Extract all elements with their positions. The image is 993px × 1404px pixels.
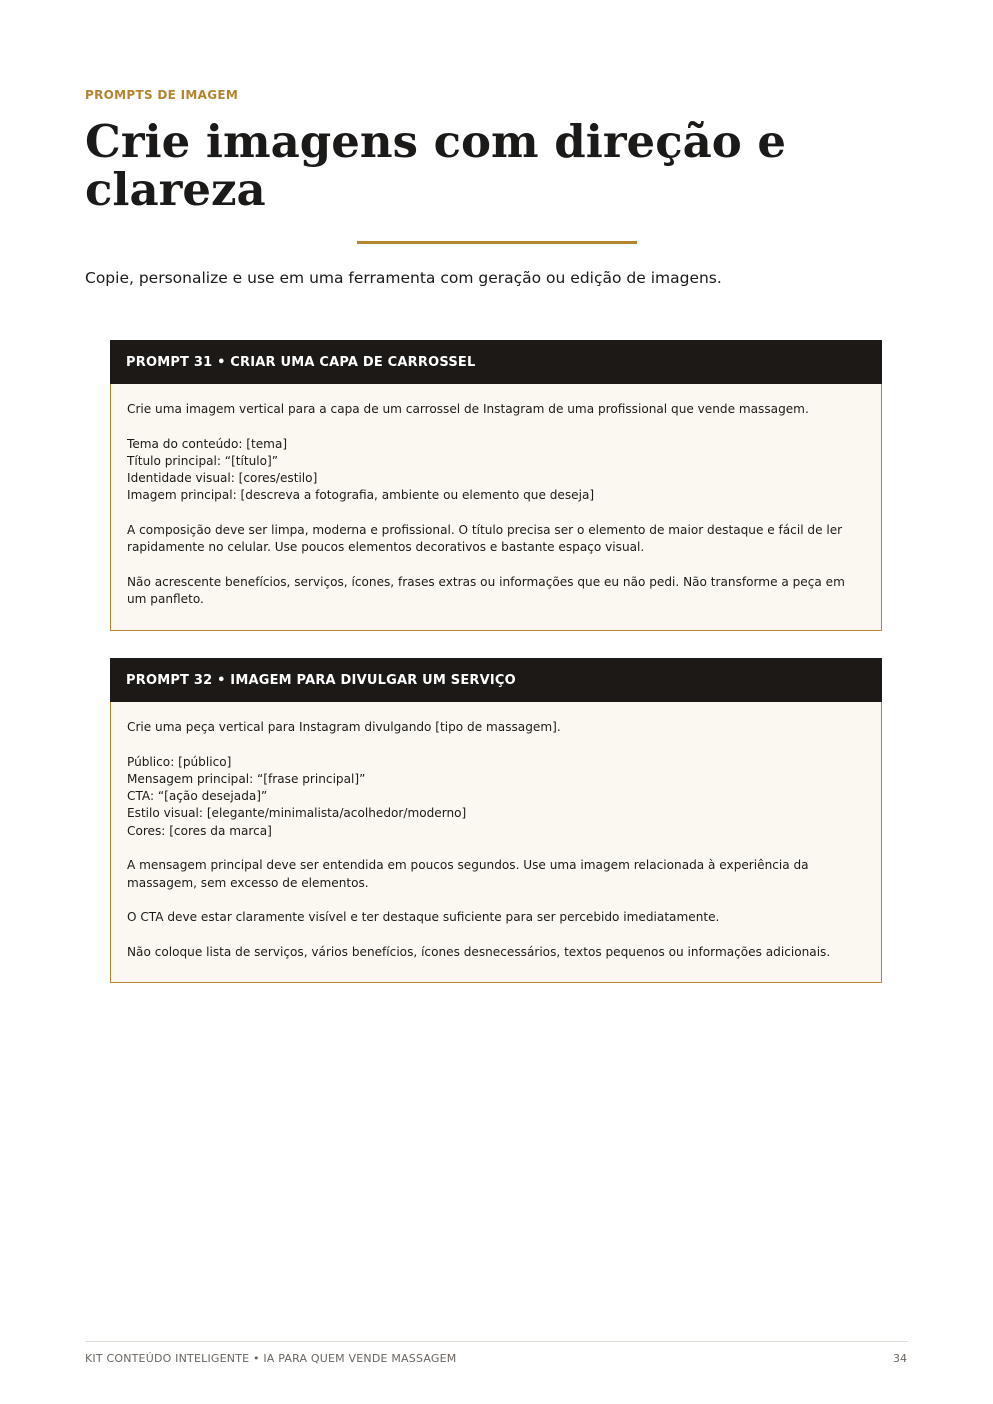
prompt-paragraph (127, 754, 865, 840)
page-title: Crie imagens com direção e clareza (85, 115, 787, 216)
title-divider (357, 241, 637, 244)
page-number: 34 (893, 1352, 907, 1365)
section-kicker: PROMPTS DE IMAGEM (85, 88, 239, 102)
prompt-line: Crie uma peça vertical para Instagram divulgando [tipo de massagem]. (127, 720, 561, 734)
prompt-line: A mensagem principal deve ser entendida em poucos segundos. Use uma imagem relacionada à experiência da massagem, sem excesso de elementos. (127, 858, 809, 890)
footer-title: KIT CONTEÚDO INTELIGENTE • IA PARA QUEM VENDE MASSAGEM (85, 1352, 457, 1365)
prompt-line: Crie uma imagem vertical para a capa de um carrossel de Instagram de uma profissional que vende massagem. (127, 402, 809, 416)
prompt-card-31 (110, 340, 882, 631)
prompt-paragraph (127, 857, 865, 892)
prompt-line: Título principal: “[título]” (127, 453, 279, 468)
prompt-paragraph (127, 401, 865, 418)
prompt-line: CTA: “[ação desejada]” (127, 789, 268, 804)
prompt-line: Identidade visual: [cores/estilo] (127, 471, 318, 486)
prompt-line: O CTA deve estar claramente visível e ter destaque suficiente para ser percebido imediatamente. (127, 910, 720, 925)
prompt-card-body (110, 702, 882, 983)
prompt-line: Estilo visual: [elegante/minimalista/acolhedor/moderno] (127, 806, 467, 821)
prompt-card-32 (110, 658, 882, 983)
prompt-paragraph (127, 574, 865, 609)
prompt-paragraph (127, 944, 865, 961)
prompt-line: Cores: [cores da marca] (127, 823, 272, 838)
prompt-line: Não acrescente benefícios, serviços, ícones, frases extras ou informações que eu não pedi. Não transforme a peça em um panfleto. (127, 574, 845, 607)
prompt-line: Mensagem principal: “[frase principal]” (127, 771, 366, 786)
prompt-paragraph (127, 522, 865, 557)
prompt-card-header: PROMPT 31 • CRIAR UMA CAPA DE CARROSSEL (110, 340, 882, 384)
prompt-paragraph (127, 436, 865, 505)
page-subtitle: Copie, personalize e use em uma ferramenta com geração ou edição de imagens. (85, 269, 722, 287)
prompt-line: Tema do conteúdo: [tema] (127, 436, 288, 451)
prompt-paragraph (127, 909, 865, 926)
prompt-card-header: PROMPT 32 • IMAGEM PARA DIVULGAR UM SERVIÇO (110, 658, 882, 702)
prompt-line: Não coloque lista de serviços, vários benefícios, ícones desnecessários, textos pequenos ou informações adicionais. (127, 944, 831, 959)
footer-divider (85, 1341, 908, 1342)
prompt-line: Público: [público] (127, 754, 232, 769)
prompt-line: A composição deve ser limpa, moderna e profissional. O título precisa ser o elemento de maior destaque e fácil de ler rapidamente no celular. Use poucos elementos decorativos e bastante espaço visual. (127, 523, 843, 555)
prompt-paragraph (127, 719, 865, 736)
prompt-card-body (110, 384, 882, 631)
prompt-line: Imagem principal: [descreva a fotografia, ambiente ou elemento que deseja] (127, 488, 595, 503)
